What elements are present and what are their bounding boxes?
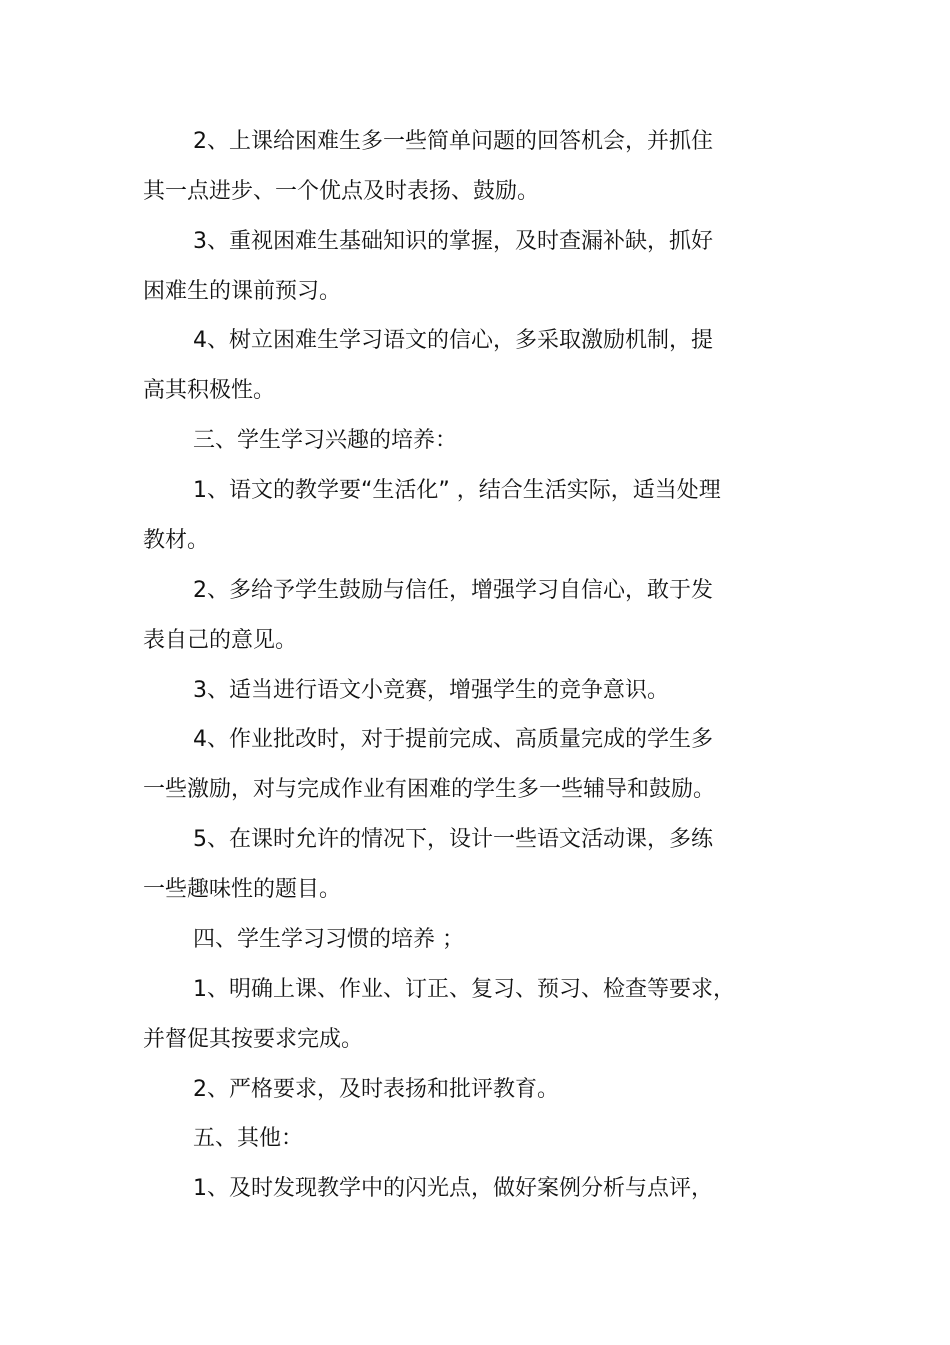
- paragraph-line: 1、明确上课、作业、订正、复习、预习、检查等要求，: [193, 977, 735, 1002]
- paragraph-line: 其一点进步、一个优点及时表扬、鼓励。: [143, 179, 540, 204]
- paragraph-line: 并督促其按要求完成。: [143, 1027, 364, 1052]
- paragraph-line: 5、在课时允许的情况下，设计一些语文活动课，多练: [193, 827, 713, 852]
- paragraph-line: 1、及时发现教学中的闪光点，做好案例分析与点评，: [193, 1176, 713, 1201]
- paragraph-line: 4、树立困难生学习语文的信心，多采取激励机制，提: [193, 328, 713, 353]
- paragraph-line: 一些激励，对与完成作业有困难的学生多一些辅导和鼓励。: [143, 777, 716, 802]
- paragraph-line: 一些趣味性的题目。: [143, 877, 342, 902]
- paragraph-line: 2、多给予学生鼓励与信任，增强学习自信心，敢于发: [193, 578, 713, 603]
- paragraph-line: 高其积极性。: [143, 378, 276, 403]
- paragraph-line: 3、适当进行语文小竞赛，增强学生的竞争意识。: [193, 678, 669, 703]
- paragraph-line: 3、重视困难生基础知识的掌握，及时查漏补缺，抓好: [193, 229, 713, 254]
- paragraph-line: 表自己的意见。: [143, 628, 298, 653]
- section-heading: 四、学生学习习惯的培养 ；: [193, 927, 464, 952]
- paragraph-line: 4、作业批改时，对于提前完成、高质量完成的学生多: [193, 727, 713, 752]
- section-heading: 三、学生学习兴趣的培养：: [193, 428, 458, 453]
- paragraph-line: 2、上课给困难生多一些简单问题的回答机会，并抓住: [193, 129, 713, 154]
- paragraph-line: 教材。: [143, 528, 210, 553]
- paragraph-line: 困难生的课前预习。: [143, 279, 342, 304]
- paragraph-line: 2、严格要求，及时表扬和批评教育。: [193, 1077, 559, 1102]
- section-heading: 五、其他：: [193, 1126, 304, 1151]
- paragraph-line: 1、语文的教学要“生活化” ，结合生活实际，适当处理: [193, 478, 721, 503]
